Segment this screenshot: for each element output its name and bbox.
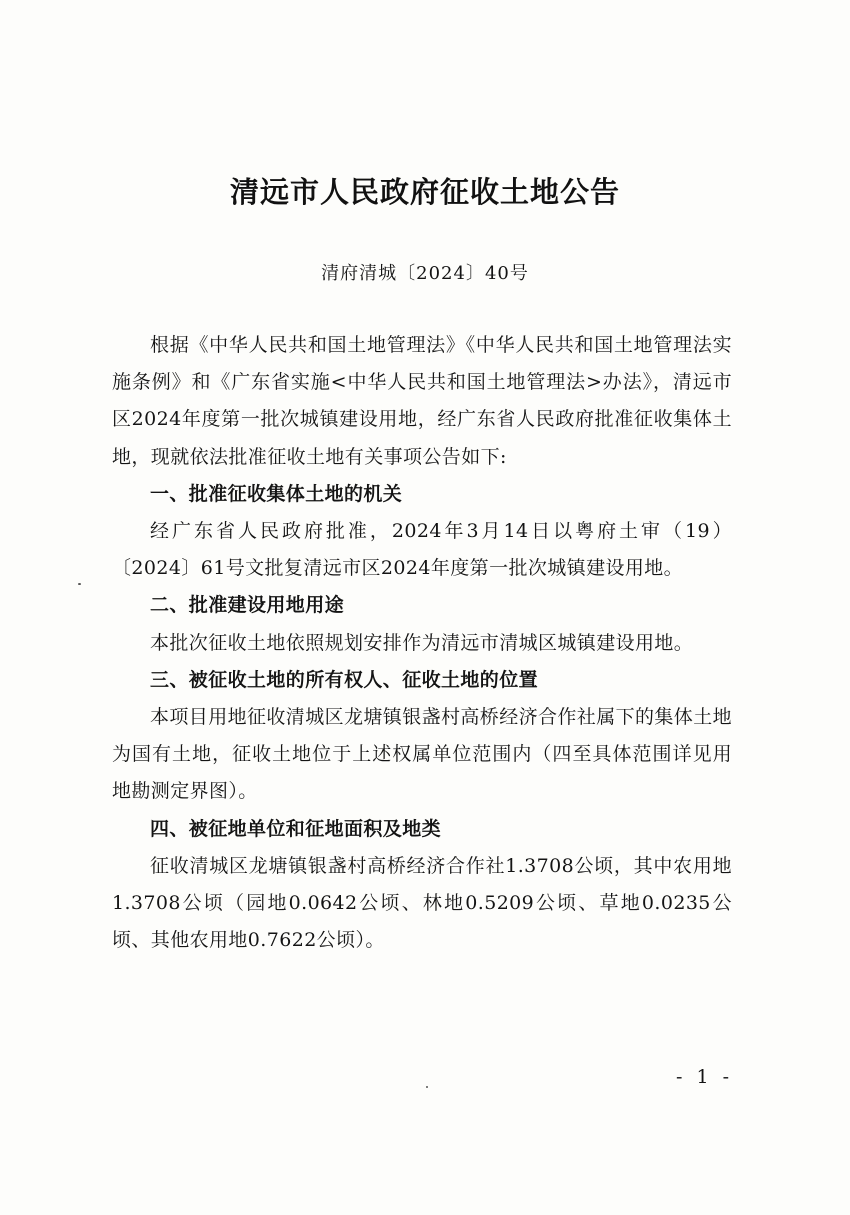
section-text-4: 征收清城区龙塘镇银盏村高桥经济合作社1.3708公顷，其中农用地1.3708公顷（园地0.0642公顷、林地0.5209公顷、草地0.0235公顷、其他农用地0.7622公顷）。: [112, 854, 732, 952]
document-number: 清府清城〔2024〕40号: [321, 263, 529, 284]
document-body: [112, 327, 732, 959]
section-heading-1: 一、批准征收集体土地的机关: [150, 482, 403, 505]
section-heading-3: 三、被征收土地的所有权人、征收土地的位置: [150, 668, 539, 691]
intro-paragraph: 根据《中华人民共和国土地管理法》《中华人民共和国土地管理法实施条例》和《广东省实施<中华人民共和国土地管理法>办法》，清远市区2024年度第一批次城镇建设用地，经广东省人民政府批准征收集体土地，现就依法批准征收土地有关事项公告如下:: [112, 334, 732, 468]
section-text-3: 本项目用地征收清城区龙塘镇银盏村高桥经济合作社属下的集体土地为国有土地，征收土地位于上述权属单位范围内（四至具体范围详见用地勘测定界图）。: [112, 706, 733, 803]
page-number: - 1 -: [676, 1066, 734, 1088]
section-heading-4: 四、被征地单位和征地面积及地类: [150, 817, 442, 840]
section-text-1: 经广东省人民政府批准，2024年3月14日以粤府土审（19）〔2024〕61号文批复清远市区2024年度第一批次城镇建设用地。: [112, 520, 732, 580]
section-heading-2: 二、批准建设用地用途: [150, 594, 345, 617]
scan-speck: [78, 583, 81, 585]
section-text-2: 本批次征收土地依照规划安排作为清远市清城区城镇建设用地。: [150, 631, 694, 654]
document-title: 清远市人民政府征收土地公告: [229, 175, 620, 209]
scan-speck: [426, 1086, 428, 1088]
